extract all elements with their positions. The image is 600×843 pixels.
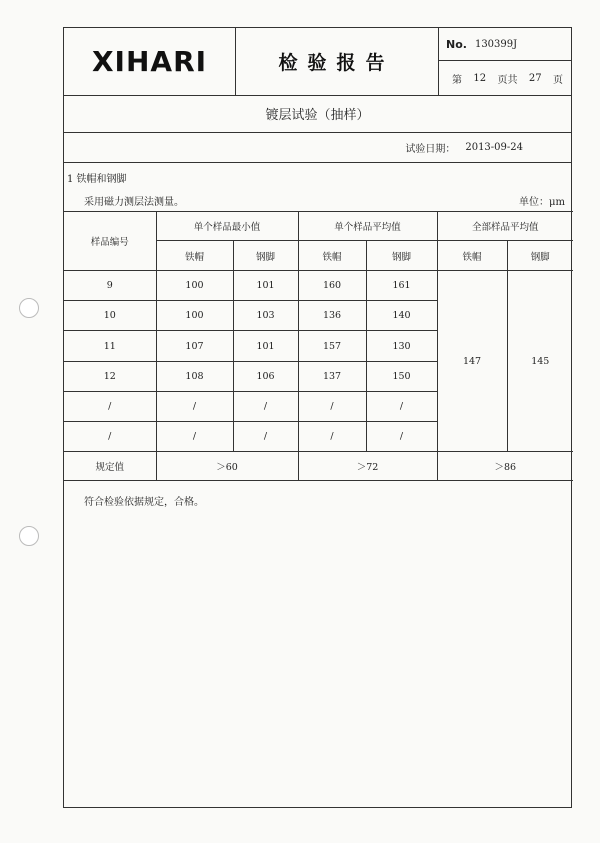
cell-avg-pin: 140 [366, 301, 437, 331]
cell-sample-id: 12 [64, 362, 156, 392]
page-current: 12 [473, 72, 487, 84]
th-all-cap: 铁帽 [437, 241, 507, 271]
page-total: 27 [528, 72, 542, 84]
cell-min-cap: 100 [156, 271, 233, 301]
cell-avg-cap: / [298, 392, 366, 422]
cell-avg-pin: / [366, 422, 437, 452]
th-all-pin: 钢脚 [507, 241, 573, 271]
th-single-avg: 单个样品平均值 [298, 212, 437, 241]
th-single-min: 单个样品最小值 [156, 212, 298, 241]
cell-sample-id: 11 [64, 331, 156, 362]
test-date-row [64, 133, 571, 163]
binder-hole-top [19, 298, 39, 318]
spec-all-value: ＞86 [437, 452, 573, 481]
table-header-row [64, 212, 573, 241]
page-label-1: 第 [452, 74, 462, 86]
cell-sample-id: / [64, 392, 156, 422]
cell-avg-pin: 161 [366, 271, 437, 301]
cell-min-pin: / [233, 392, 298, 422]
spec-row [64, 452, 573, 481]
cell-min-pin: / [233, 422, 298, 452]
report-number [438, 28, 571, 61]
th-min-cap: 铁帽 [156, 241, 233, 271]
cell-avg-pin: 150 [366, 362, 437, 392]
th-avg-cap: 铁帽 [298, 241, 366, 271]
coating-results-table [64, 211, 573, 481]
report-page [63, 27, 572, 808]
cell-min-pin: 103 [233, 301, 298, 331]
report-header [64, 28, 571, 96]
cell-sample-id: 9 [64, 271, 156, 301]
unit-text: 单位：μm [519, 197, 565, 208]
conclusion-text: 符合检验依据规定，合格。 [84, 497, 204, 508]
report-number-label: No. [446, 37, 467, 51]
cell-avg-pin: 130 [366, 331, 437, 362]
binder-hole-bottom [19, 526, 39, 546]
page-indicator [438, 61, 571, 95]
page-label-3: 页 [552, 74, 563, 86]
test-date-label: 试验日期： [405, 144, 456, 155]
spec-min-value: ＞60 [156, 452, 298, 481]
th-all-avg: 全部样品平均值 [437, 212, 573, 241]
cell-avg-cap: 157 [298, 331, 366, 362]
report-title: 检验报告 [235, 28, 439, 95]
brand-logo: XIHARI [64, 28, 236, 95]
method-text: 采用磁力测层法测量。 [84, 197, 184, 208]
cell-min-pin: 106 [233, 362, 298, 392]
spec-label: 规定值 [64, 452, 156, 481]
cell-min-pin: 101 [233, 271, 298, 301]
cell-sample-id: 10 [64, 301, 156, 331]
test-intro [64, 163, 571, 211]
spec-avg-value: ＞72 [298, 452, 437, 481]
cell-min-cap: / [156, 422, 233, 452]
report-number-value: 130399J [474, 38, 518, 50]
table-row [64, 271, 573, 301]
cell-avg-pin: / [366, 392, 437, 422]
cell-avg-cap: 136 [298, 301, 366, 331]
cell-avg-cap: / [298, 422, 366, 452]
item-heading: 1 铁帽和钢脚 [67, 174, 127, 185]
cell-min-pin: 101 [233, 331, 298, 362]
cell-min-cap: 108 [156, 362, 233, 392]
th-avg-pin: 钢脚 [366, 241, 437, 271]
cell-min-cap: 107 [156, 331, 233, 362]
test-date-value: 2013-09-24 [465, 142, 523, 153]
th-min-pin: 钢脚 [233, 241, 298, 271]
cell-avg-cap: 160 [298, 271, 366, 301]
page-label-2: 页共 [497, 74, 518, 86]
cell-avg-cap: 137 [298, 362, 366, 392]
cell-min-cap: / [156, 392, 233, 422]
cell-min-cap: 100 [156, 301, 233, 331]
cell-all-avg-pin: 145 [507, 271, 573, 452]
th-sample-no: 样品编号 [64, 212, 156, 271]
cell-all-avg-cap: 147 [437, 271, 507, 452]
section-title: 镀层试验（抽样） [64, 95, 571, 133]
cell-sample-id: / [64, 422, 156, 452]
